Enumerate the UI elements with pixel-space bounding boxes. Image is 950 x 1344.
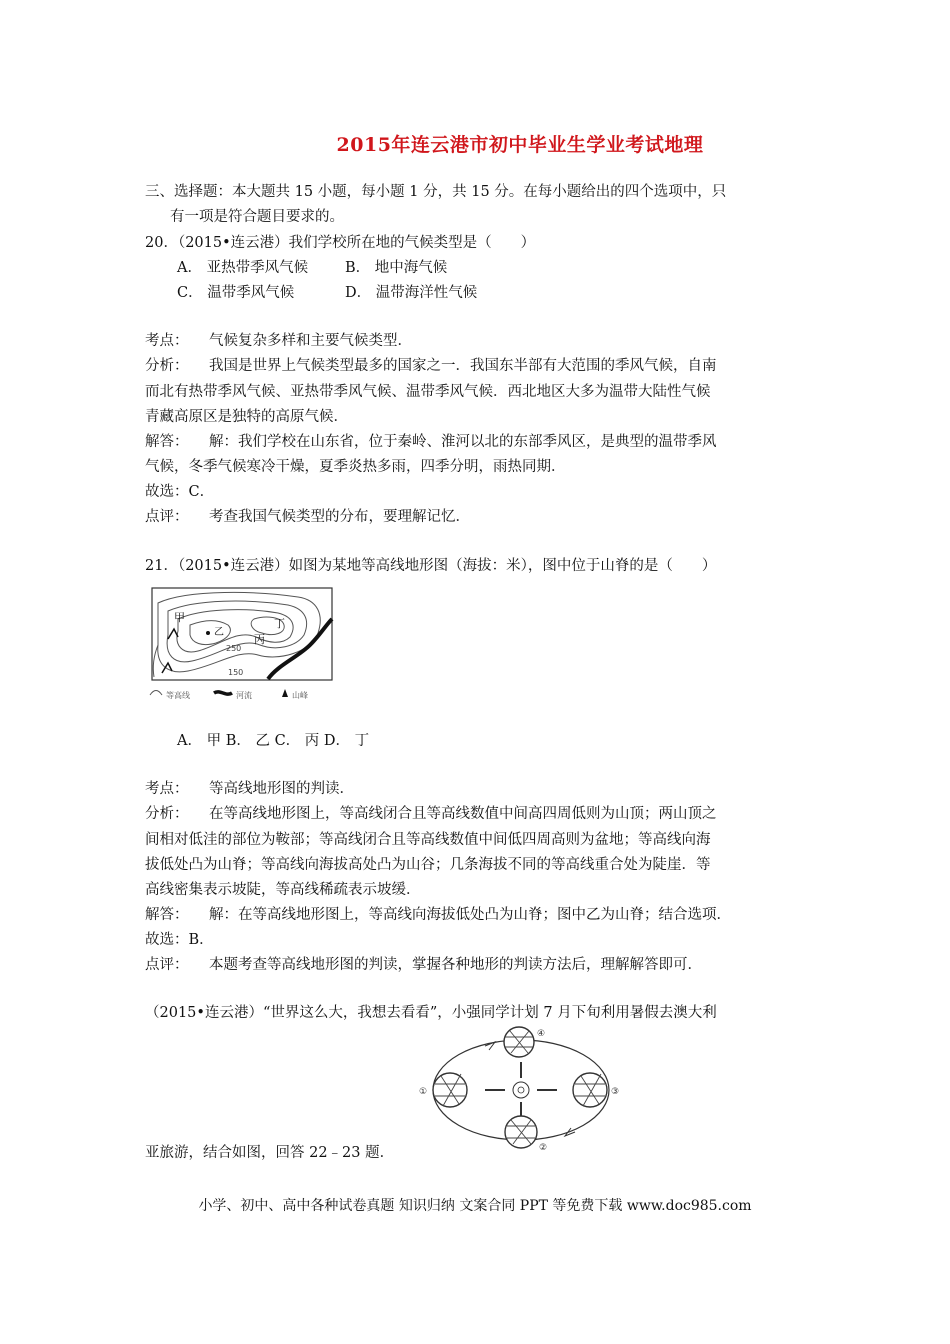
contour-map-figure (148, 585, 338, 703)
q21-fenxi-line4: 高线密集表示坡陡，等高线稀疏表示坡缓． (145, 882, 421, 898)
map-legend (150, 689, 308, 700)
q21-fenxi-label: 分析： (145, 806, 189, 822)
contour-value-250: 250 (226, 644, 242, 653)
q21-dianping (145, 955, 702, 975)
earth-position-1 (433, 1073, 467, 1107)
q20-options-row1 (177, 258, 447, 278)
q21-dianping-label: 点评： (145, 957, 189, 973)
section-instruction-line1: 三、选择题：本大题共 15 小题，每小题 1 分，共 15 分。在每小题给出的四个选项中，只 (145, 184, 727, 200)
q21-jieda-text: 解：在等高线地形图上，等高线向海拔低处凸为山脊；图中乙为山脊；结合选项． (209, 907, 731, 923)
earth-position-2 (505, 1116, 537, 1148)
q20-fenxi-line2: 而北有热带季风气候、亚热带季风气候、温带季风气候．西北地区大多为温带大陆性气候 (145, 384, 711, 400)
map-label-jia: 甲 (174, 611, 185, 624)
q20-answer: 故选：C． (145, 484, 215, 500)
legend-peak-label: 山峰 (292, 691, 308, 700)
section-instruction-line2: 有一项是符合题目要求的。 (170, 209, 344, 225)
q20-dianping-text: 考查我国气候类型的分布，要理解记忆． (209, 509, 470, 525)
q20-option-a: A． 亚热带季风气候 (177, 260, 309, 276)
legend-peak-icon (282, 689, 288, 697)
q20-kaodian-label: 考点： (145, 333, 189, 349)
q21-fenxi-line1: 在等高线地形图上，等高线闭合且等高线数值中间高四周低则为山顶；两山顶之 (209, 806, 717, 822)
q20-dianping-label: 点评： (145, 509, 189, 525)
earth-orbit-figure (415, 1024, 635, 1152)
map-label-bing: 丙 (254, 633, 265, 646)
q20-fenxi-line3: 青藏高原区是独特的高原气候． (145, 409, 348, 425)
q21-fenxi-line3: 拔低处凸为山脊；等高线向海拔高处凸为山谷；几条海拔不同的等高线重合处为陡崖．等 (145, 857, 711, 873)
orbit-label-4: ④ (537, 1029, 546, 1039)
q21-fenxi-line2: 间相对低洼的部位为鞍部；等高线闭合且等高线数值中间低四周高则为盆地；等高线向海 (145, 832, 711, 848)
q21-kaodian-label: 考点： (145, 781, 189, 797)
orbit-label-2: ② (539, 1143, 548, 1152)
q20-jieda (145, 432, 717, 452)
q21-stem: 21．（2015•连云港）如图为某地等高线地形图（海拔：米），图中位于山脊的是（ ） (145, 558, 717, 574)
q20-fenxi-label: 分析： (145, 358, 189, 374)
q21-answer: 故选：B． (145, 932, 214, 948)
page-title: 2015年连云港市初中毕业生学业考试地理 (336, 134, 704, 156)
q20-option-d: D． 温带海洋性气候 (345, 285, 478, 301)
legend-river-label: 河流 (236, 691, 252, 700)
q20-option-b: B． 地中海气候 (345, 260, 448, 276)
q21-dianping-text: 本题考查等高线地形图的判读，掌握各种地形的判读方法后，理解解答即可． (209, 957, 702, 973)
q20-jieda-label: 解答： (145, 434, 189, 450)
q20-fenxi (145, 356, 717, 376)
q21-kaodian-text: 等高线地形图的判读． (209, 781, 354, 797)
orbit-label-1: ① (419, 1087, 428, 1097)
q20-jieda-line2: 气候，冬季气候寒冷干燥，夏季炎热多雨，四季分明，雨热同期． (145, 459, 566, 475)
orbit-label-3: ③ (611, 1087, 620, 1097)
sun-icon (513, 1082, 529, 1098)
page-footer: 小学、初中、高中各种试卷真题 知识归纳 文案合同 PPT 等免费下载 www.doc985.com (198, 1198, 752, 1214)
q20-dianping (145, 507, 470, 527)
earth-position-4 (504, 1027, 534, 1057)
q21-fenxi (145, 804, 717, 824)
q20-options-row2 (177, 283, 477, 303)
map-label-ding: 丁 (274, 617, 285, 630)
q21-options: A． 甲 B． 乙 C． 丙 D． 丁 (177, 733, 370, 749)
q20-jieda-line1: 解：我们学校在山东省，位于秦岭、淮河以北的东部季风区，是典型的温带季风 (209, 434, 717, 450)
q21-kaodian (145, 779, 354, 799)
legend-contour-label: 等高线 (166, 691, 190, 700)
contour-value-150: 150 (228, 668, 244, 677)
q22-intro-line2: 亚旅游，结合如图，回答 22﹣23 题． (145, 1145, 395, 1161)
map-label-yi: 乙 (214, 627, 224, 638)
q20-option-c: C． 温带季风气候 (177, 285, 295, 301)
earth-position-3 (573, 1073, 607, 1107)
q20-stem: 20．（2015•连云港）我们学校所在地的气候类型是（ ） (145, 235, 536, 251)
q21-jieda (145, 905, 731, 925)
q20-kaodian-text: 气候复杂多样和主要气候类型． (209, 333, 412, 349)
q20-fenxi-line1: 我国是世界上气候类型最多的国家之一．我国东半部有大范围的季风气候，自南 (209, 358, 717, 374)
peak-point (206, 631, 210, 635)
q20-kaodian (145, 331, 412, 351)
q21-jieda-label: 解答： (145, 907, 189, 923)
q22-intro-line1: （2015•连云港）“世界这么大，我想去看看”，小强同学计划 7 月下旬利用暑假去澳大利 (145, 1005, 717, 1021)
